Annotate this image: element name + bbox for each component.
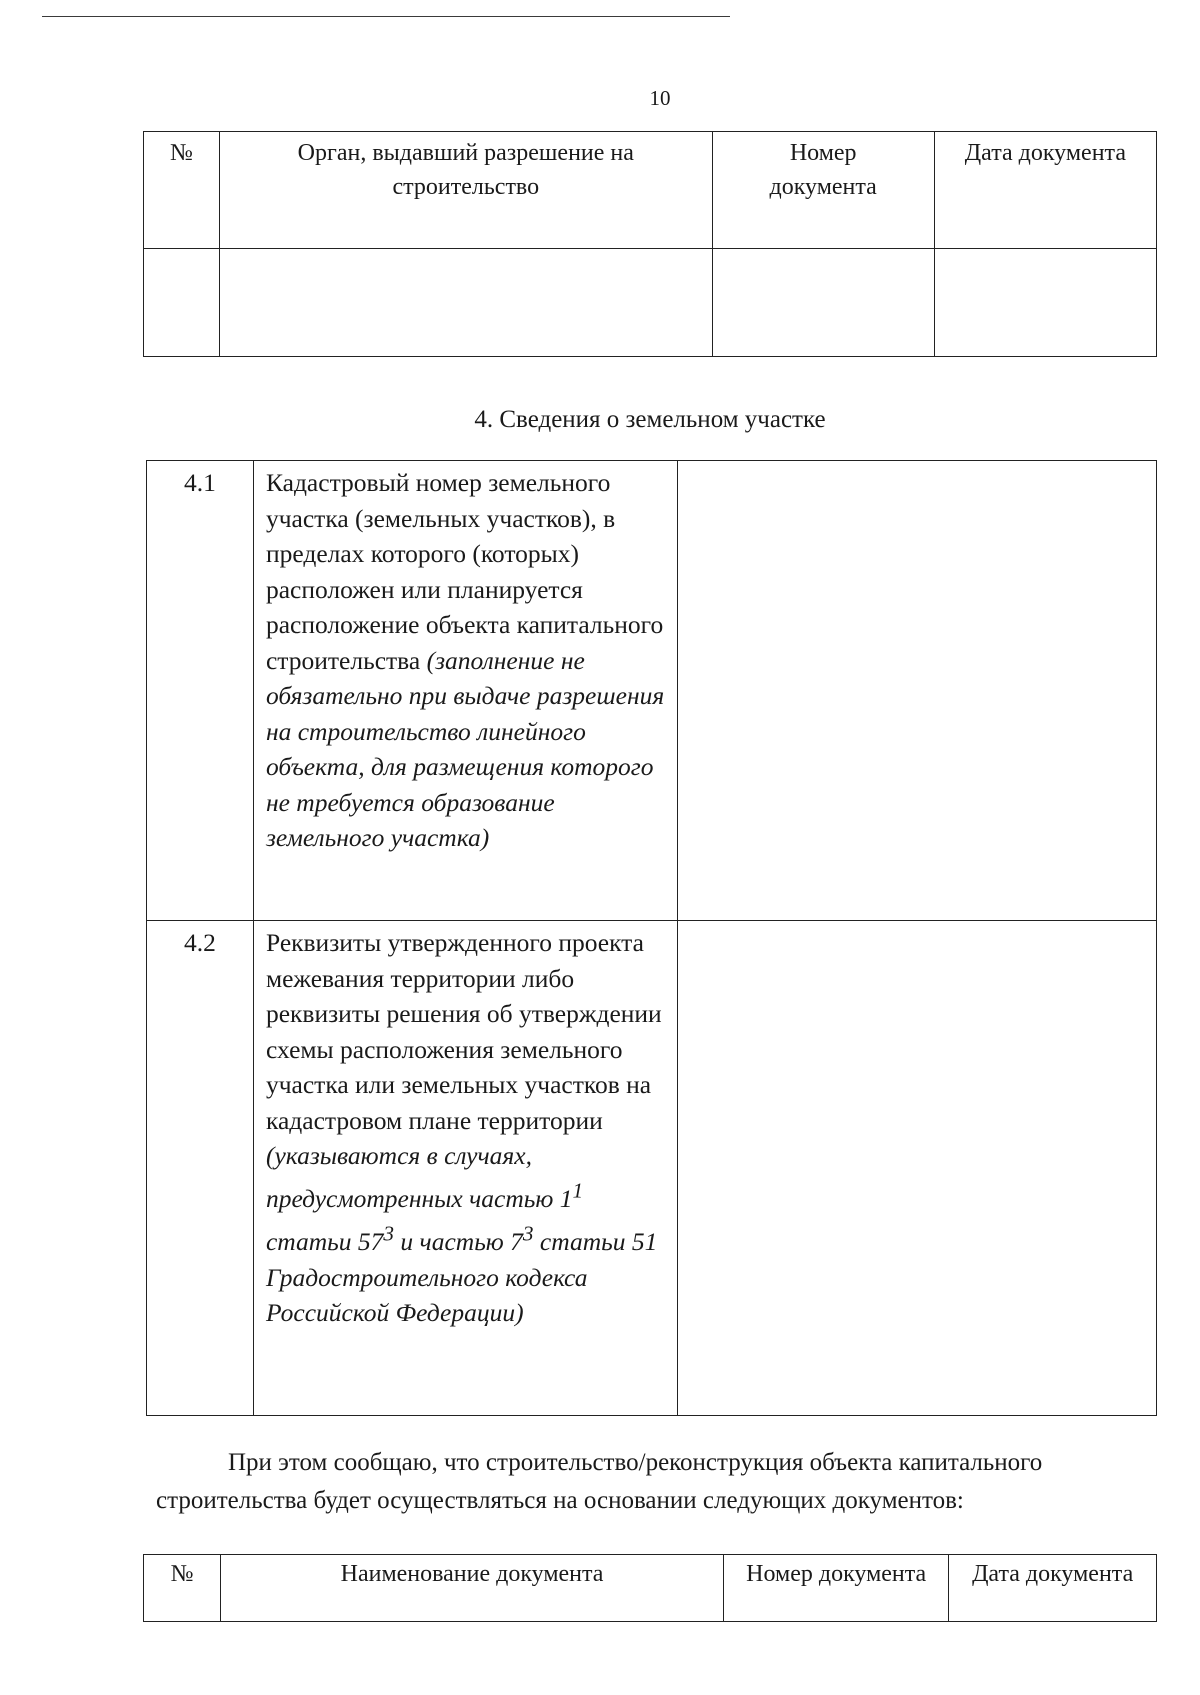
top-rule xyxy=(42,16,730,17)
row-note: (указываются в случаях, предусмотренных частью $1^1$ статьи $57^3$ и частью $7^3$ статьи 51 Градостроительного кодекса Российской Федерации) xyxy=(265,1141,658,1327)
table-header-row xyxy=(144,132,1157,249)
section-heading: 4. Сведения о земельном участке xyxy=(474,406,826,433)
table-row xyxy=(147,921,1157,1416)
land-plot-table xyxy=(146,460,1157,1416)
cell-number[interactable] xyxy=(144,249,220,357)
row-number: 4.2 xyxy=(147,921,254,1416)
row-label: Кадастровый номер земельного участка (земельных участков), в пределах которого (которых) расположен или планируется расположение объекта капитального строительства xyxy=(265,468,664,675)
cell-doc-date[interactable] xyxy=(934,249,1156,357)
col-doc-date-header: Дата документа xyxy=(934,132,1156,249)
row-description xyxy=(253,461,677,921)
cell-doc-number[interactable] xyxy=(712,249,934,357)
table-row xyxy=(147,461,1157,921)
table-row xyxy=(144,249,1157,357)
table-header-row xyxy=(144,1555,1157,1622)
col-doc-number-header: Номер документа xyxy=(712,132,934,249)
col-doc-number-header: Номер документа xyxy=(724,1555,949,1622)
row-description xyxy=(253,921,677,1416)
page-number: 10 xyxy=(649,86,671,110)
paragraph-line: При этом сообщаю, что строительство/реконструкция объекта капитального xyxy=(228,1449,1043,1476)
row-note: (заполнение не обязательно при выдаче разрешения на строительство линейного объекта, для размещения которого не требуется образование земельного участка) xyxy=(265,645,665,852)
row-number: 4.1 xyxy=(147,461,254,921)
col-number-header: № xyxy=(144,1555,221,1622)
permit-table xyxy=(143,131,1157,357)
col-number-header: № xyxy=(144,132,220,249)
cell-issuer[interactable] xyxy=(220,249,713,357)
survey-project-value[interactable] xyxy=(677,921,1156,1416)
row-label: Реквизиты утвержденного проекта межевания территории либо реквизиты решения об утверждении схемы расположения земельного участка или земельных участков на кадастровом плане территории xyxy=(265,928,662,1135)
col-doc-name-header: Наименование документа xyxy=(221,1555,724,1622)
documents-table xyxy=(143,1554,1157,1622)
col-issuer-header: Орган, выдавший разрешение на строительство xyxy=(220,132,713,249)
statement-paragraph xyxy=(156,1444,1168,1520)
cadastral-number-value[interactable] xyxy=(677,461,1156,921)
col-doc-date-header: Дата документа xyxy=(949,1555,1157,1622)
paragraph-line: строительства будет осуществляться на основании следующих документов: xyxy=(156,1487,964,1514)
